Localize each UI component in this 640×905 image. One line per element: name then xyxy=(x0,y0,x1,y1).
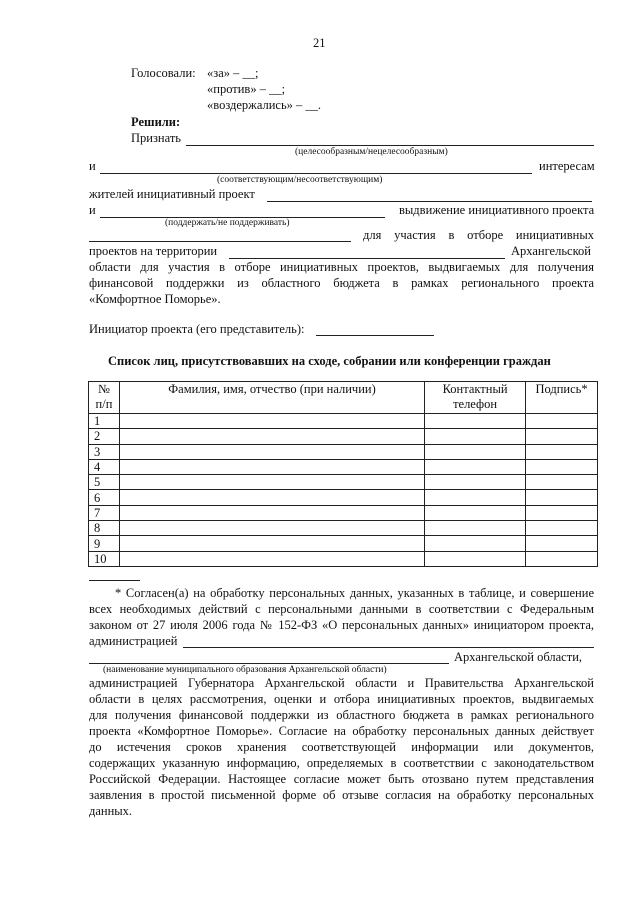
correspond-blank[interactable] xyxy=(100,173,532,174)
row-number: 6 xyxy=(89,490,120,505)
municipality-blank[interactable] xyxy=(89,663,449,664)
row-number: 8 xyxy=(89,521,120,536)
table-header-row xyxy=(89,382,598,414)
footnote-line-1: * Согласен(а) на обработку персональных данных, указанных в таблице, и совершение xyxy=(115,586,594,600)
signature-cell[interactable] xyxy=(526,490,598,505)
page-number: 21 xyxy=(313,36,326,50)
phone-cell[interactable] xyxy=(425,521,526,536)
signature-cell[interactable] xyxy=(526,536,598,551)
signature-cell[interactable] xyxy=(526,414,598,429)
phone-cell[interactable] xyxy=(425,414,526,429)
signature-cell[interactable] xyxy=(526,444,598,459)
table-row xyxy=(89,444,598,459)
table-row xyxy=(89,521,598,536)
decision-heading: Решили: xyxy=(131,115,181,129)
phone-cell[interactable] xyxy=(425,459,526,474)
initiator-blank[interactable] xyxy=(316,335,434,336)
col-signature-header: Подпись* xyxy=(526,382,598,414)
footnote-line-3: законом от 27 июля 2006 года № 152-ФЗ «О персональных данных» инициатором проекта, xyxy=(89,618,594,632)
initiator-label: Инициатор проекта (его представитель): xyxy=(89,322,305,336)
row-number: 9 xyxy=(89,536,120,551)
col-phone-header: Контактный телефон xyxy=(425,382,526,414)
territory-blank[interactable] xyxy=(229,258,505,259)
table-row xyxy=(89,505,598,520)
footnote-body-line: содержащих указанную информацию, определяемых в соответствии с законодательством xyxy=(89,756,594,770)
row-number: 10 xyxy=(89,551,120,566)
table-row xyxy=(89,551,598,566)
row-number: 4 xyxy=(89,459,120,474)
participants-table xyxy=(88,381,598,567)
phone-cell[interactable] xyxy=(425,505,526,520)
nomination-label: выдвижение инициативного проекта xyxy=(399,203,595,217)
name-cell[interactable] xyxy=(119,459,424,474)
name-cell[interactable] xyxy=(119,551,424,566)
recognize-label: Признать xyxy=(131,131,181,145)
name-cell[interactable] xyxy=(119,505,424,520)
participation-blank[interactable] xyxy=(89,241,351,242)
hint-municipality: (наименование муниципального образования Архангельской области) xyxy=(103,665,387,675)
footnote-last-line: данных. xyxy=(89,804,133,818)
name-cell[interactable] xyxy=(119,429,424,444)
footnote-body-line: проекта «Комфортное Поморье». Согласие на обработку персональных данных действует xyxy=(89,724,594,738)
footnote-body-line: Российской Федерации. Настоящее согласие может быть отозвано путем представления xyxy=(89,772,594,786)
residents-label: жителей инициативный проект xyxy=(89,187,255,201)
footnote-body-line: до истечения сроков хранения соответствующей информации или документов, xyxy=(89,740,594,754)
name-cell[interactable] xyxy=(119,475,424,490)
hint-expedient: (целесообразным/нецелесообразным) xyxy=(295,147,448,157)
signature-cell[interactable] xyxy=(526,521,598,536)
project-blank[interactable] xyxy=(267,201,592,202)
row-number: 1 xyxy=(89,414,120,429)
decision-text-line-e: «Комфортное Поморье». xyxy=(89,292,221,306)
territory-label: проектов на территории xyxy=(89,244,218,258)
table-row xyxy=(89,490,598,505)
signature-cell[interactable] xyxy=(526,429,598,444)
phone-cell[interactable] xyxy=(425,551,526,566)
row-number: 3 xyxy=(89,444,120,459)
footnote-body-line: области в целях рассмотрения, оценки и отбора инициативных проектов, выдвигаемых xyxy=(89,692,594,706)
and-label-1: и xyxy=(89,159,96,173)
footnote-body-line: для получения финансовой поддержки из областного бюджета в рамках регионального xyxy=(89,708,594,722)
hint-support: (поддержать/не поддерживать) xyxy=(165,218,290,228)
recognize-blank[interactable] xyxy=(186,145,594,146)
signature-cell[interactable] xyxy=(526,475,598,490)
vote-against: «против» – __; xyxy=(207,82,286,96)
phone-cell[interactable] xyxy=(425,429,526,444)
footnote-separator xyxy=(89,580,140,581)
signature-cell[interactable] xyxy=(526,459,598,474)
name-cell[interactable] xyxy=(119,444,424,459)
table-row xyxy=(89,414,598,429)
voting-label: Голосовали: xyxy=(131,66,196,80)
col-name-header: Фамилия, имя, отчество (при наличии) xyxy=(119,382,424,414)
phone-cell[interactable] xyxy=(425,536,526,551)
hint-corresponding: (соответствующим/несоответствующим) xyxy=(217,175,383,185)
vote-for: «за» – __; xyxy=(207,66,259,80)
interests-label: интересам xyxy=(539,159,595,173)
phone-cell[interactable] xyxy=(425,490,526,505)
decision-text-line-c: области для участия в отборе инициативных проектов, выдвигаемых для получения xyxy=(89,260,594,274)
row-number: 7 xyxy=(89,505,120,520)
phone-cell[interactable] xyxy=(425,444,526,459)
footnote-body-line: администрацией Губернатора Архангельской области и Правительства Архангельской xyxy=(89,676,594,690)
row-number: 5 xyxy=(89,475,120,490)
region-label: Архангельской xyxy=(511,244,591,258)
table-row xyxy=(89,475,598,490)
table-row xyxy=(89,459,598,474)
table-row xyxy=(89,536,598,551)
footnote-line-2: всех необходимых действий с персональными данными в соответствии с Федеральным xyxy=(89,602,594,616)
administration-blank[interactable] xyxy=(183,647,594,648)
name-cell[interactable] xyxy=(119,490,424,505)
footnote-region: Архангельской области, xyxy=(454,650,583,664)
and-label-2: и xyxy=(89,203,96,217)
col-number-header: № п/п xyxy=(89,382,120,414)
vote-abstained: «воздержались» – __. xyxy=(207,98,322,112)
decision-text-line-d: финансовой поддержки из областного бюджета в рамках регионального проекта xyxy=(89,276,594,290)
footnote-line-4: администрацией xyxy=(89,634,178,648)
signature-cell[interactable] xyxy=(526,551,598,566)
participation-text: для участия в отборе инициативных xyxy=(363,228,594,242)
footnote-body-line: заявления в простой письменной форме об отзыве согласия на обработку персональных xyxy=(89,788,594,802)
list-title: Список лиц, присутствовавших на сходе, собрании или конференции граждан xyxy=(108,354,551,368)
row-number: 2 xyxy=(89,429,120,444)
phone-cell[interactable] xyxy=(425,475,526,490)
table-row xyxy=(89,429,598,444)
name-cell[interactable] xyxy=(119,414,424,429)
signature-cell[interactable] xyxy=(526,505,598,520)
name-cell[interactable] xyxy=(119,521,424,536)
name-cell[interactable] xyxy=(119,536,424,551)
